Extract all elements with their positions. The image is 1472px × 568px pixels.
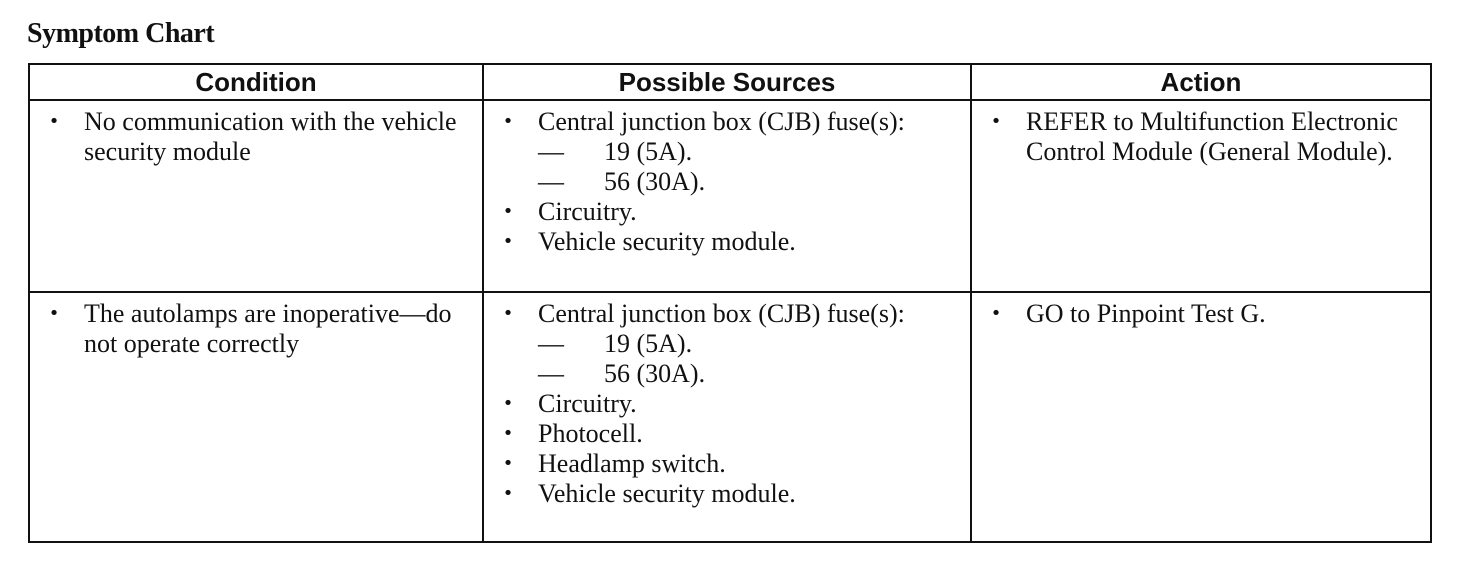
source-text: Photocell. — [538, 419, 643, 448]
header-possible-sources: Possible Sources — [483, 64, 971, 100]
header-condition: Condition — [29, 64, 483, 100]
fuse-sub-item — [538, 137, 962, 167]
dash-icon: — — [538, 167, 564, 196]
bullet-icon: • — [502, 453, 514, 474]
bullet-icon: • — [502, 231, 514, 252]
fuse-value: 19 (5A). — [604, 137, 693, 166]
possible-sources-cell — [483, 292, 971, 542]
bullet-icon: • — [48, 303, 60, 324]
fuse-item-text: Central junction box (CJB) fuse(s): — [538, 107, 905, 136]
table-row — [29, 292, 1431, 542]
list-item — [42, 107, 474, 167]
condition-cell — [29, 100, 483, 292]
list-item — [496, 449, 962, 479]
bullet-icon: • — [48, 111, 60, 132]
dash-icon: — — [538, 137, 564, 166]
fuse-sub-item — [538, 329, 962, 359]
bullet-icon: • — [502, 303, 514, 324]
source-text: Vehicle security module. — [538, 227, 796, 256]
bullet-icon: • — [990, 303, 1002, 324]
action-text: REFER to Multifunction Electronic Control Module (General Module). — [1026, 107, 1398, 166]
list-item — [42, 299, 474, 359]
action-cell — [971, 292, 1431, 542]
header-row — [29, 64, 1431, 100]
source-text: Headlamp switch. — [538, 449, 726, 478]
list-item — [496, 227, 962, 257]
list-item — [496, 299, 962, 389]
list-item — [496, 107, 962, 197]
dash-icon: — — [538, 359, 564, 388]
fuse-item-text: Central junction box (CJB) fuse(s): — [538, 299, 905, 328]
symptom-chart-table — [28, 63, 1432, 543]
fuse-value: 56 (30A). — [604, 359, 706, 388]
page-title: Symptom Chart — [27, 18, 215, 49]
dash-icon: — — [538, 329, 564, 358]
fuse-value: 19 (5A). — [604, 329, 693, 358]
possible-sources-cell — [483, 100, 971, 292]
bullet-icon: • — [502, 483, 514, 504]
condition-text: The autolamps are inoperative—do not operate correctly — [84, 299, 452, 358]
list-item — [496, 419, 962, 449]
header-action: Action — [971, 64, 1431, 100]
fuse-value: 56 (30A). — [604, 167, 706, 196]
source-text: Circuitry. — [538, 389, 637, 418]
bullet-icon: • — [502, 393, 514, 414]
condition-text: No communication with the vehicle security module — [84, 107, 457, 166]
fuse-sub-item — [538, 167, 962, 197]
bullet-icon: • — [990, 111, 1002, 132]
list-item — [496, 479, 962, 509]
action-text: GO to Pinpoint Test G. — [1026, 299, 1266, 328]
fuse-sub-item — [538, 359, 962, 389]
list-item — [496, 389, 962, 419]
source-text: Circuitry. — [538, 197, 637, 226]
table-row — [29, 100, 1431, 292]
list-item — [984, 107, 1422, 167]
source-text: Vehicle security module. — [538, 479, 796, 508]
bullet-icon: • — [502, 111, 514, 132]
bullet-icon: • — [502, 423, 514, 444]
action-cell — [971, 100, 1431, 292]
list-item — [984, 299, 1422, 329]
list-item — [496, 197, 962, 227]
bullet-icon: • — [502, 201, 514, 222]
condition-cell — [29, 292, 483, 542]
